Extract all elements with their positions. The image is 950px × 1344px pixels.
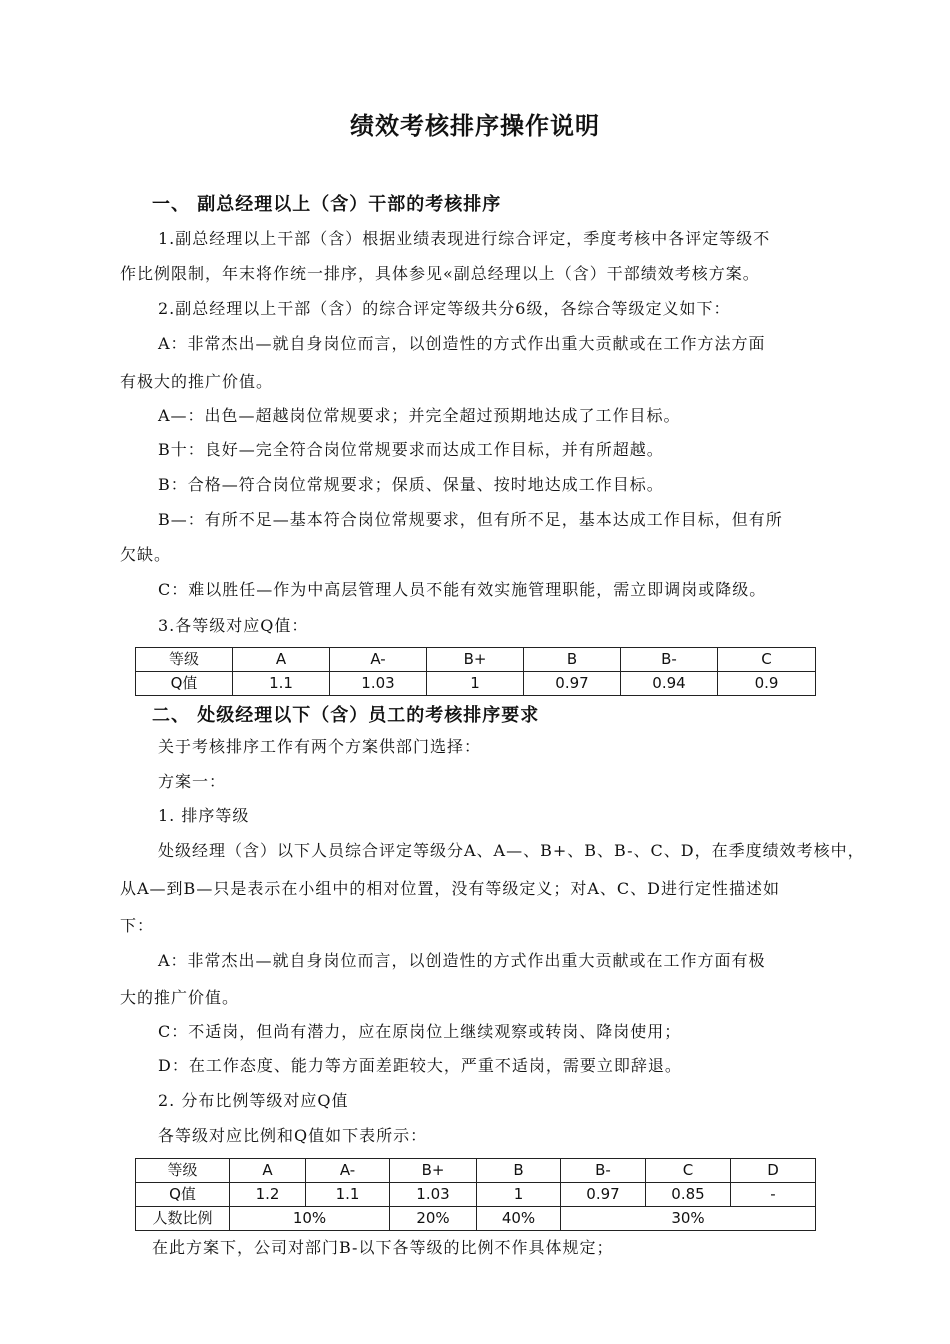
table-2-intro: 各等级对应比例和Q值如下表所示： — [158, 1126, 428, 1145]
table-cell: 等级 — [136, 648, 233, 672]
table-cell: C — [718, 648, 816, 672]
table-cell: 1.03 — [390, 1183, 477, 1207]
grade-d-description: D：在工作态度、能力等方面差距较大，严重不适岗，需要立即辞退。 — [158, 1056, 682, 1075]
table-cell: B+ — [427, 648, 524, 672]
grade-q-ratio-table-2 — [135, 1158, 816, 1231]
paragraph-3: 3.各等级对应Q值： — [158, 616, 309, 635]
grade-b-minus-definition-line-2: 欠缺。 — [120, 545, 172, 564]
grade-c-description: C：不适岗，但尚有潜力，应在原岗位上继续观察或转岗、降岗使用； — [158, 1022, 682, 1041]
table-cell: 40% — [477, 1207, 561, 1231]
table-cell: D — [731, 1159, 816, 1183]
table-row — [136, 1183, 816, 1207]
section-2-heading: 二、 处级经理以下（含）员工的考核排序要求 — [152, 705, 540, 726]
paragraph-1-line-2: 作比例限制，年末将作统一排序，具体参见«副总经理以上（含）干部绩效考核方案。 — [120, 264, 760, 283]
ranking-description-line-3: 下： — [120, 916, 155, 935]
grade-c-definition: C：难以胜任—作为中高层管理人员不能有效实施管理职能，需立即调岗或降级。 — [158, 580, 767, 599]
plan-1-label: 方案一： — [158, 772, 227, 791]
table-cell: Q值 — [136, 672, 233, 696]
grade-a-description-line-2: 大的推广价值。 — [120, 988, 240, 1007]
table-cell: B — [477, 1159, 561, 1183]
table-cell: 0.97 — [524, 672, 621, 696]
table-row — [136, 1207, 816, 1231]
table-cell: B- — [561, 1159, 646, 1183]
grade-a-definition-line-1: A：非常杰出—就自身岗位而言，以创造性的方式作出重大贡献或在工作方法方面 — [158, 334, 766, 353]
grade-q-table-1 — [135, 647, 816, 696]
paragraph-1-line-1: 1.副总经理以上干部（含）根据业绩表现进行综合评定，季度考核中各评定等级不 — [158, 229, 771, 248]
table-cell: 0.9 — [718, 672, 816, 696]
grade-b-plus-definition: B十：良好—完全符合岗位常规要求而达成工作目标，并有所超越。 — [158, 440, 664, 459]
table-cell: 20% — [390, 1207, 477, 1231]
table-row — [136, 672, 816, 696]
table-row — [136, 648, 816, 672]
table-cell: - — [731, 1183, 816, 1207]
table-cell: 30% — [561, 1207, 816, 1231]
grade-a-minus-definition: A—：出色—超越岗位常规要求；并完全超过预期地达成了工作目标。 — [158, 406, 681, 425]
table-cell: A — [233, 648, 330, 672]
closing-note: 在此方案下，公司对部门B-以下各等级的比例不作具体规定； — [152, 1238, 614, 1257]
table-cell: 1 — [427, 672, 524, 696]
section-2-intro: 关于考核排序工作有两个方案供部门选择： — [158, 737, 482, 756]
table-cell: A — [230, 1159, 306, 1183]
table-cell: 等级 — [136, 1159, 230, 1183]
table-cell: 10% — [230, 1207, 390, 1231]
table-cell: 1.2 — [230, 1183, 306, 1207]
grade-a-definition-line-2: 有极大的推广价值。 — [120, 372, 274, 391]
table-cell: Q值 — [136, 1183, 230, 1207]
table-cell: 人数比例 — [136, 1207, 230, 1231]
table-cell: B — [524, 648, 621, 672]
section-1-heading: 一、 副总经理以上（含）干部的考核排序 — [152, 194, 502, 215]
page-title: 绩效考核排序操作说明 — [350, 111, 600, 140]
ranking-description-line-1: 处级经理（含）以下人员综合评定等级分A、A—、B+、B、B-、C、D，在季度绩效考核中， — [158, 841, 865, 860]
table-cell: A- — [330, 648, 427, 672]
table-cell: 1.1 — [233, 672, 330, 696]
table-cell: 1.1 — [306, 1183, 390, 1207]
item-2-heading: 2. 分布比例等级对应Q值 — [158, 1091, 349, 1110]
table-cell: B+ — [390, 1159, 477, 1183]
table-cell: C — [646, 1159, 731, 1183]
grade-b-definition: B：合格—符合岗位常规要求；保质、保量、按时地达成工作目标。 — [158, 475, 664, 494]
table-cell: 1.03 — [330, 672, 427, 696]
ranking-description-line-2: 从A—到B—只是表示在小组中的相对位置，没有等级定义；对A、C、D进行定性描述如 — [120, 879, 780, 898]
table-cell: 0.97 — [561, 1183, 646, 1207]
table-cell: B- — [621, 648, 718, 672]
table-cell: 1 — [477, 1183, 561, 1207]
paragraph-2: 2.副总经理以上干部（含）的综合评定等级共分6级，各综合等级定义如下： — [158, 299, 731, 318]
grade-a-description-line-1: A：非常杰出—就自身岗位而言，以创造性的方式作出重大贡献或在工作方面有极 — [158, 951, 766, 970]
table-cell: 0.94 — [621, 672, 718, 696]
grade-b-minus-definition-line-1: B—：有所不足—基本符合岗位常规要求，但有所不足，基本达成工作目标，但有所 — [158, 510, 783, 529]
table-row — [136, 1159, 816, 1183]
item-1-heading: 1. 排序等级 — [158, 806, 250, 825]
table-cell: A- — [306, 1159, 390, 1183]
table-cell: 0.85 — [646, 1183, 731, 1207]
